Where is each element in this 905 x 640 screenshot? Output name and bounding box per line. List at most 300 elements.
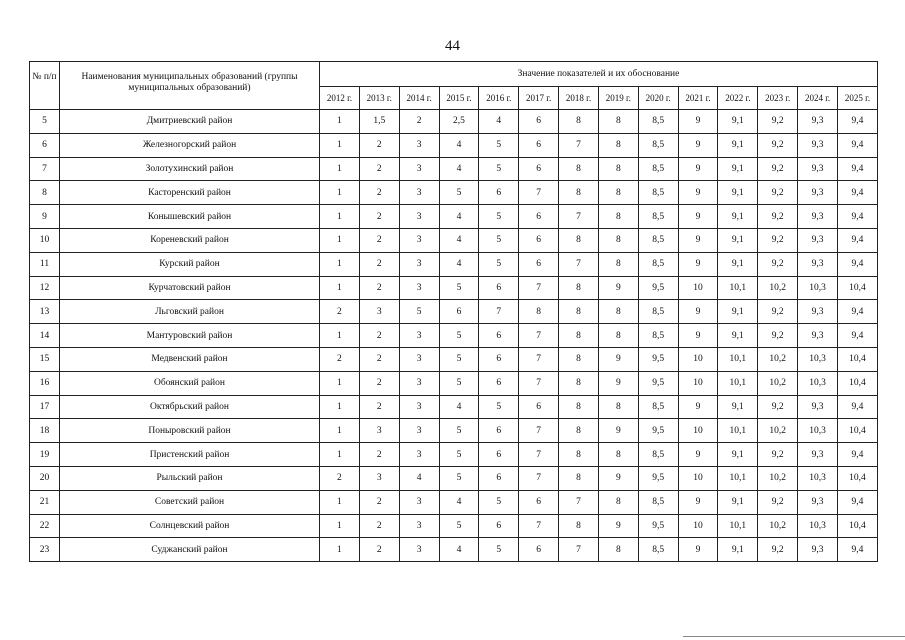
row-value-cell: 9,5 <box>638 466 678 490</box>
row-value-cell: 8 <box>598 324 638 348</box>
row-value-cell: 6 <box>479 443 519 467</box>
row-value-cell: 1 <box>320 228 360 252</box>
row-value-cell: 5 <box>479 133 519 157</box>
row-district-name: Пристенский район <box>60 443 320 467</box>
row-value-cell: 9,4 <box>837 395 877 419</box>
row-value-cell: 10 <box>678 276 718 300</box>
row-value-cell: 5 <box>479 395 519 419</box>
row-value-cell: 8,5 <box>638 228 678 252</box>
row-value-cell: 10,3 <box>798 371 838 395</box>
row-district-name: Рыльский район <box>60 466 320 490</box>
row-value-cell: 6 <box>519 133 559 157</box>
row-value-cell: 9 <box>598 371 638 395</box>
row-district-name: Железногорский район <box>60 133 320 157</box>
row-value-cell: 9,2 <box>758 300 798 324</box>
row-value-cell: 2 <box>359 205 399 229</box>
row-value-cell: 1 <box>320 324 360 348</box>
row-value-cell: 9 <box>678 205 718 229</box>
row-value-cell: 6 <box>479 276 519 300</box>
row-value-cell: 9,4 <box>837 157 877 181</box>
row-value-cell: 6 <box>479 181 519 205</box>
row-number: 22 <box>30 514 60 538</box>
row-value-cell: 2 <box>359 228 399 252</box>
row-value-cell: 9,1 <box>718 252 758 276</box>
row-value-cell: 9,1 <box>718 443 758 467</box>
row-value-cell: 9 <box>678 252 718 276</box>
row-value-cell: 8 <box>519 300 559 324</box>
row-value-cell: 8 <box>559 324 599 348</box>
row-value-cell: 8,5 <box>638 443 678 467</box>
table-row <box>30 443 878 467</box>
row-value-cell: 1 <box>320 181 360 205</box>
row-value-cell: 9 <box>598 514 638 538</box>
row-value-cell: 2 <box>359 181 399 205</box>
indicators-table <box>29 61 878 562</box>
row-value-cell: 5 <box>439 276 479 300</box>
row-value-cell: 7 <box>559 205 599 229</box>
row-district-name: Солнцевский район <box>60 514 320 538</box>
header-year: 2016 г. <box>479 87 519 110</box>
row-value-cell: 2 <box>320 466 360 490</box>
row-value-cell: 2 <box>359 276 399 300</box>
row-value-cell: 1 <box>320 205 360 229</box>
table-body <box>30 110 878 562</box>
row-value-cell: 8 <box>598 110 638 134</box>
row-value-cell: 9 <box>678 133 718 157</box>
row-value-cell: 1 <box>320 443 360 467</box>
row-value-cell: 8 <box>598 252 638 276</box>
row-value-cell: 8,5 <box>638 538 678 562</box>
row-value-cell: 9,4 <box>837 300 877 324</box>
row-number: 5 <box>30 110 60 134</box>
row-value-cell: 10 <box>678 514 718 538</box>
row-value-cell: 7 <box>519 371 559 395</box>
header-year: 2018 г. <box>559 87 599 110</box>
row-value-cell: 1 <box>320 490 360 514</box>
row-value-cell: 8 <box>559 419 599 443</box>
table-row <box>30 228 878 252</box>
header-year: 2019 г. <box>598 87 638 110</box>
row-value-cell: 8 <box>598 538 638 562</box>
row-value-cell: 9 <box>678 324 718 348</box>
row-value-cell: 2 <box>359 395 399 419</box>
row-value-cell: 5 <box>439 443 479 467</box>
row-value-cell: 5 <box>479 538 519 562</box>
row-value-cell: 2 <box>359 133 399 157</box>
row-value-cell: 8 <box>598 133 638 157</box>
header-year: 2015 г. <box>439 87 479 110</box>
row-district-name: Суджанский район <box>60 538 320 562</box>
row-value-cell: 2,5 <box>439 110 479 134</box>
row-value-cell: 4 <box>439 157 479 181</box>
row-value-cell: 2 <box>359 443 399 467</box>
row-value-cell: 7 <box>519 181 559 205</box>
row-value-cell: 4 <box>479 110 519 134</box>
row-value-cell: 7 <box>559 538 599 562</box>
header-year: 2012 г. <box>320 87 360 110</box>
row-value-cell: 3 <box>399 228 439 252</box>
row-value-cell: 3 <box>399 157 439 181</box>
row-value-cell: 10,2 <box>758 419 798 443</box>
row-value-cell: 1 <box>320 133 360 157</box>
row-value-cell: 6 <box>479 466 519 490</box>
row-value-cell: 5 <box>439 419 479 443</box>
row-value-cell: 9,1 <box>718 538 758 562</box>
table-row <box>30 300 878 324</box>
row-value-cell: 9,1 <box>718 324 758 348</box>
row-value-cell: 3 <box>399 419 439 443</box>
row-district-name: Медвенский район <box>60 347 320 371</box>
row-value-cell: 8 <box>598 443 638 467</box>
header-year: 2020 г. <box>638 87 678 110</box>
row-value-cell: 6 <box>439 300 479 324</box>
row-value-cell: 9 <box>678 110 718 134</box>
row-value-cell: 2 <box>359 252 399 276</box>
row-value-cell: 10,1 <box>718 276 758 300</box>
row-value-cell: 8,5 <box>638 395 678 419</box>
row-value-cell: 9,2 <box>758 252 798 276</box>
row-value-cell: 4 <box>439 395 479 419</box>
row-value-cell: 9,1 <box>718 490 758 514</box>
row-value-cell: 8,5 <box>638 324 678 348</box>
row-value-cell: 10,4 <box>837 371 877 395</box>
row-value-cell: 8,5 <box>638 157 678 181</box>
table-row <box>30 371 878 395</box>
row-value-cell: 10,1 <box>718 371 758 395</box>
row-number: 10 <box>30 228 60 252</box>
row-value-cell: 9,3 <box>798 133 838 157</box>
row-value-cell: 8 <box>598 228 638 252</box>
row-value-cell: 9 <box>678 300 718 324</box>
row-value-cell: 7 <box>519 324 559 348</box>
row-value-cell: 8,5 <box>638 133 678 157</box>
row-district-name: Кореневский район <box>60 228 320 252</box>
row-number: 16 <box>30 371 60 395</box>
row-value-cell: 2 <box>359 490 399 514</box>
row-value-cell: 9,2 <box>758 395 798 419</box>
row-value-cell: 9,3 <box>798 181 838 205</box>
row-value-cell: 10 <box>678 371 718 395</box>
row-value-cell: 6 <box>519 395 559 419</box>
table-row <box>30 157 878 181</box>
row-value-cell: 9,5 <box>638 276 678 300</box>
row-value-cell: 9,3 <box>798 443 838 467</box>
row-value-cell: 3 <box>399 205 439 229</box>
row-value-cell: 3 <box>359 466 399 490</box>
row-value-cell: 5 <box>439 347 479 371</box>
row-value-cell: 3 <box>359 419 399 443</box>
row-value-cell: 8 <box>559 276 599 300</box>
row-value-cell: 6 <box>519 490 559 514</box>
row-value-cell: 9,3 <box>798 395 838 419</box>
table-row <box>30 205 878 229</box>
row-value-cell: 10,3 <box>798 466 838 490</box>
row-district-name: Касторенский район <box>60 181 320 205</box>
row-value-cell: 6 <box>519 228 559 252</box>
row-value-cell: 9,3 <box>798 300 838 324</box>
row-value-cell: 9 <box>678 228 718 252</box>
row-value-cell: 8 <box>559 443 599 467</box>
row-value-cell: 6 <box>479 371 519 395</box>
row-value-cell: 9,1 <box>718 205 758 229</box>
row-value-cell: 5 <box>439 371 479 395</box>
row-value-cell: 6 <box>519 205 559 229</box>
row-value-cell: 6 <box>519 157 559 181</box>
row-value-cell: 9 <box>678 395 718 419</box>
row-value-cell: 5 <box>479 157 519 181</box>
row-number: 6 <box>30 133 60 157</box>
row-value-cell: 9,1 <box>718 157 758 181</box>
row-value-cell: 1,5 <box>359 110 399 134</box>
row-value-cell: 1 <box>320 514 360 538</box>
row-value-cell: 8 <box>598 205 638 229</box>
row-value-cell: 10,2 <box>758 276 798 300</box>
row-value-cell: 10,2 <box>758 466 798 490</box>
row-value-cell: 7 <box>519 276 559 300</box>
row-value-cell: 8 <box>559 395 599 419</box>
row-number: 19 <box>30 443 60 467</box>
row-value-cell: 9 <box>598 419 638 443</box>
table-row <box>30 419 878 443</box>
row-value-cell: 10,1 <box>718 514 758 538</box>
row-value-cell: 7 <box>559 490 599 514</box>
table-row <box>30 395 878 419</box>
row-value-cell: 9 <box>678 157 718 181</box>
row-value-cell: 1 <box>320 110 360 134</box>
row-value-cell: 8 <box>559 157 599 181</box>
row-value-cell: 6 <box>519 110 559 134</box>
table-row <box>30 324 878 348</box>
row-value-cell: 9,3 <box>798 324 838 348</box>
row-value-cell: 9,3 <box>798 228 838 252</box>
header-num: № п/п <box>30 62 60 110</box>
row-value-cell: 2 <box>359 157 399 181</box>
row-number: 15 <box>30 347 60 371</box>
row-value-cell: 8 <box>559 110 599 134</box>
row-value-cell: 9 <box>678 181 718 205</box>
row-value-cell: 10,1 <box>718 347 758 371</box>
table-row <box>30 538 878 562</box>
row-value-cell: 9,5 <box>638 419 678 443</box>
row-value-cell: 9,2 <box>758 324 798 348</box>
row-value-cell: 6 <box>519 252 559 276</box>
header-year: 2021 г. <box>678 87 718 110</box>
row-value-cell: 9,2 <box>758 490 798 514</box>
row-value-cell: 9,2 <box>758 181 798 205</box>
row-value-cell: 8 <box>559 514 599 538</box>
header-year: 2025 г. <box>837 87 877 110</box>
row-value-cell: 9,5 <box>638 371 678 395</box>
row-value-cell: 10 <box>678 466 718 490</box>
row-value-cell: 4 <box>439 205 479 229</box>
row-value-cell: 3 <box>359 300 399 324</box>
scan-edge-line <box>683 636 905 637</box>
row-value-cell: 9,3 <box>798 205 838 229</box>
row-number: 17 <box>30 395 60 419</box>
header-values: Значение показателей и их обоснование <box>320 62 878 87</box>
row-number: 7 <box>30 157 60 181</box>
row-value-cell: 3 <box>399 347 439 371</box>
row-number: 8 <box>30 181 60 205</box>
row-number: 21 <box>30 490 60 514</box>
row-value-cell: 10,2 <box>758 514 798 538</box>
row-value-cell: 10 <box>678 347 718 371</box>
table-row <box>30 466 878 490</box>
row-value-cell: 5 <box>439 324 479 348</box>
row-value-cell: 5 <box>479 490 519 514</box>
row-value-cell: 1 <box>320 157 360 181</box>
row-district-name: Золотухинский район <box>60 157 320 181</box>
row-district-name: Конышевский район <box>60 205 320 229</box>
row-district-name: Октябрьский район <box>60 395 320 419</box>
row-value-cell: 9,3 <box>798 157 838 181</box>
row-value-cell: 1 <box>320 538 360 562</box>
row-value-cell: 1 <box>320 276 360 300</box>
row-value-cell: 3 <box>399 371 439 395</box>
row-value-cell: 8,5 <box>638 300 678 324</box>
row-value-cell: 3 <box>399 133 439 157</box>
row-value-cell: 9 <box>598 276 638 300</box>
row-value-cell: 1 <box>320 371 360 395</box>
row-value-cell: 5 <box>439 181 479 205</box>
row-value-cell: 8,5 <box>638 490 678 514</box>
row-value-cell: 7 <box>479 300 519 324</box>
row-value-cell: 2 <box>359 371 399 395</box>
row-value-cell: 9,2 <box>758 133 798 157</box>
row-value-cell: 2 <box>359 324 399 348</box>
row-value-cell: 3 <box>399 395 439 419</box>
row-number: 18 <box>30 419 60 443</box>
row-value-cell: 3 <box>399 276 439 300</box>
row-value-cell: 9 <box>598 466 638 490</box>
row-value-cell: 2 <box>359 538 399 562</box>
row-value-cell: 9,3 <box>798 538 838 562</box>
row-district-name: Курчатовский район <box>60 276 320 300</box>
row-value-cell: 3 <box>399 252 439 276</box>
row-value-cell: 9,4 <box>837 110 877 134</box>
row-value-cell: 8 <box>559 300 599 324</box>
row-value-cell: 1 <box>320 395 360 419</box>
row-value-cell: 6 <box>479 514 519 538</box>
row-value-cell: 9,4 <box>837 538 877 562</box>
row-number: 20 <box>30 466 60 490</box>
row-value-cell: 9,2 <box>758 205 798 229</box>
row-number: 14 <box>30 324 60 348</box>
row-value-cell: 9 <box>678 443 718 467</box>
row-value-cell: 3 <box>399 538 439 562</box>
row-value-cell: 9,1 <box>718 300 758 324</box>
row-value-cell: 6 <box>519 538 559 562</box>
row-value-cell: 8 <box>559 347 599 371</box>
header-year: 2017 г. <box>519 87 559 110</box>
row-value-cell: 3 <box>399 514 439 538</box>
row-value-cell: 9,2 <box>758 157 798 181</box>
row-value-cell: 8,5 <box>638 110 678 134</box>
table-row <box>30 181 878 205</box>
row-value-cell: 4 <box>439 133 479 157</box>
row-value-cell: 9 <box>678 538 718 562</box>
row-district-name: Поныровский район <box>60 419 320 443</box>
row-value-cell: 9,4 <box>837 133 877 157</box>
row-value-cell: 5 <box>479 228 519 252</box>
row-value-cell: 9,4 <box>837 181 877 205</box>
row-value-cell: 8,5 <box>638 252 678 276</box>
row-value-cell: 5 <box>479 205 519 229</box>
row-district-name: Курский район <box>60 252 320 276</box>
row-value-cell: 8,5 <box>638 181 678 205</box>
row-value-cell: 6 <box>479 324 519 348</box>
row-number: 11 <box>30 252 60 276</box>
row-value-cell: 9,3 <box>798 110 838 134</box>
table-row <box>30 110 878 134</box>
row-value-cell: 8 <box>598 300 638 324</box>
header-year: 2023 г. <box>758 87 798 110</box>
row-value-cell: 9,1 <box>718 110 758 134</box>
row-value-cell: 3 <box>399 181 439 205</box>
row-value-cell: 9,4 <box>837 443 877 467</box>
row-number: 13 <box>30 300 60 324</box>
row-value-cell: 8 <box>598 490 638 514</box>
row-value-cell: 10,1 <box>718 466 758 490</box>
table-row <box>30 252 878 276</box>
row-value-cell: 9,2 <box>758 110 798 134</box>
table-row <box>30 276 878 300</box>
header-year: 2024 г. <box>798 87 838 110</box>
row-value-cell: 3 <box>399 490 439 514</box>
row-value-cell: 8 <box>559 371 599 395</box>
table-row <box>30 514 878 538</box>
row-value-cell: 1 <box>320 252 360 276</box>
row-number: 9 <box>30 205 60 229</box>
row-value-cell: 10,4 <box>837 347 877 371</box>
row-value-cell: 10 <box>678 419 718 443</box>
row-value-cell: 1 <box>320 419 360 443</box>
row-value-cell: 4 <box>439 252 479 276</box>
row-value-cell: 7 <box>519 347 559 371</box>
row-district-name: Советский район <box>60 490 320 514</box>
header-year: 2022 г. <box>718 87 758 110</box>
row-value-cell: 3 <box>399 324 439 348</box>
row-value-cell: 10,4 <box>837 514 877 538</box>
row-value-cell: 7 <box>519 419 559 443</box>
row-value-cell: 4 <box>439 538 479 562</box>
row-value-cell: 8 <box>559 181 599 205</box>
row-value-cell: 8 <box>598 395 638 419</box>
row-value-cell: 6 <box>479 347 519 371</box>
row-value-cell: 10,4 <box>837 276 877 300</box>
row-value-cell: 7 <box>519 466 559 490</box>
row-value-cell: 10,3 <box>798 347 838 371</box>
row-value-cell: 8 <box>559 228 599 252</box>
row-value-cell: 9,1 <box>718 395 758 419</box>
row-value-cell: 2 <box>359 347 399 371</box>
row-value-cell: 9,4 <box>837 324 877 348</box>
row-value-cell: 9,5 <box>638 514 678 538</box>
row-value-cell: 10,3 <box>798 514 838 538</box>
row-value-cell: 9,4 <box>837 252 877 276</box>
row-value-cell: 5 <box>479 252 519 276</box>
row-value-cell: 9,5 <box>638 347 678 371</box>
row-value-cell: 10,2 <box>758 371 798 395</box>
table-row <box>30 133 878 157</box>
row-value-cell: 10,4 <box>837 466 877 490</box>
row-value-cell: 2 <box>320 300 360 324</box>
row-value-cell: 4 <box>399 466 439 490</box>
row-value-cell: 7 <box>559 252 599 276</box>
row-value-cell: 9,4 <box>837 490 877 514</box>
row-value-cell: 9,4 <box>837 205 877 229</box>
row-number: 23 <box>30 538 60 562</box>
